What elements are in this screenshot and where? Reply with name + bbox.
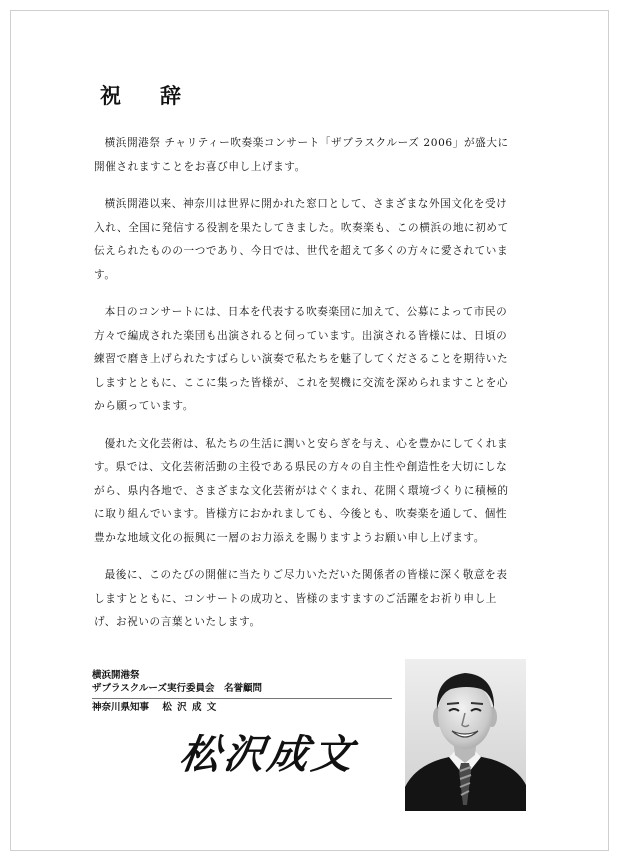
author-org-line2: ザブラスクルーズ実行委員会 名誉顧問 bbox=[92, 683, 262, 694]
author-position: 神奈川県知事 bbox=[92, 702, 150, 713]
author-title-line bbox=[92, 702, 217, 714]
author-portrait bbox=[405, 659, 526, 811]
author-name: 松 沢 成 文 bbox=[162, 702, 218, 713]
author-org-line1: 横浜開港祭 bbox=[92, 670, 140, 681]
paragraph-2: 横浜開港以来、神奈川は世界に開かれた窓口として、さまざまな外国文化を受け入れ、全国に発信する役割を果たしてきました。吹奏楽も、この横浜の地に初めて伝えられたものの一つであり、今日では、世代を超えて多くの方々に愛されています。 bbox=[94, 198, 509, 281]
paragraph-5: 最後に、このたびの開催に当たりご尽力いただいた関係者の皆様に深く敬意を表しますとともに、コンサートの成功と、皆様のますますのご活躍をお祈り申し上げ、お祝いの言葉といたします。 bbox=[94, 569, 508, 628]
paragraph-4: 優れた文化芸術は、私たちの生活に潤いと安らぎを与え、心を豊かにしてくれます。県では、文化芸術活動の主役である県民の方々の自主性や創造性を大切にしながら、県内各地で、さまざまな文化芸術がはぐくまれ、花開く環境づくりに積極的に取り組んでいます。皆様方におかれましても、今後とも、吹奏楽を通して、個性豊かな地域文化の振興に一層のお力添えを賜りますようお願い申し上げます。 bbox=[94, 437, 509, 544]
paragraph-1: 横浜開港祭 チャリティー吹奏楽コンサート「ザブラスクルーズ 2006」が盛大に開催されますことをお喜び申し上げます。 bbox=[94, 137, 509, 173]
caption-divider bbox=[92, 698, 392, 699]
paragraph-3: 本日のコンサートには、日本を代表する吹奏楽団に加えて、公募によって市民の方々で編成された楽団も出演されると伺っています。出演される皆様には、日頃の練習で磨き上げられたすばらしい演奏で私たちを魅了してくださることを期待いたしますとともに、ここに集った皆様が、これを契機に交流を深められますことを心から願っています。 bbox=[94, 306, 509, 412]
message-body bbox=[94, 132, 514, 649]
page-title: 祝 辞 bbox=[100, 83, 190, 108]
author-signature: 松沢成文 bbox=[176, 731, 360, 778]
